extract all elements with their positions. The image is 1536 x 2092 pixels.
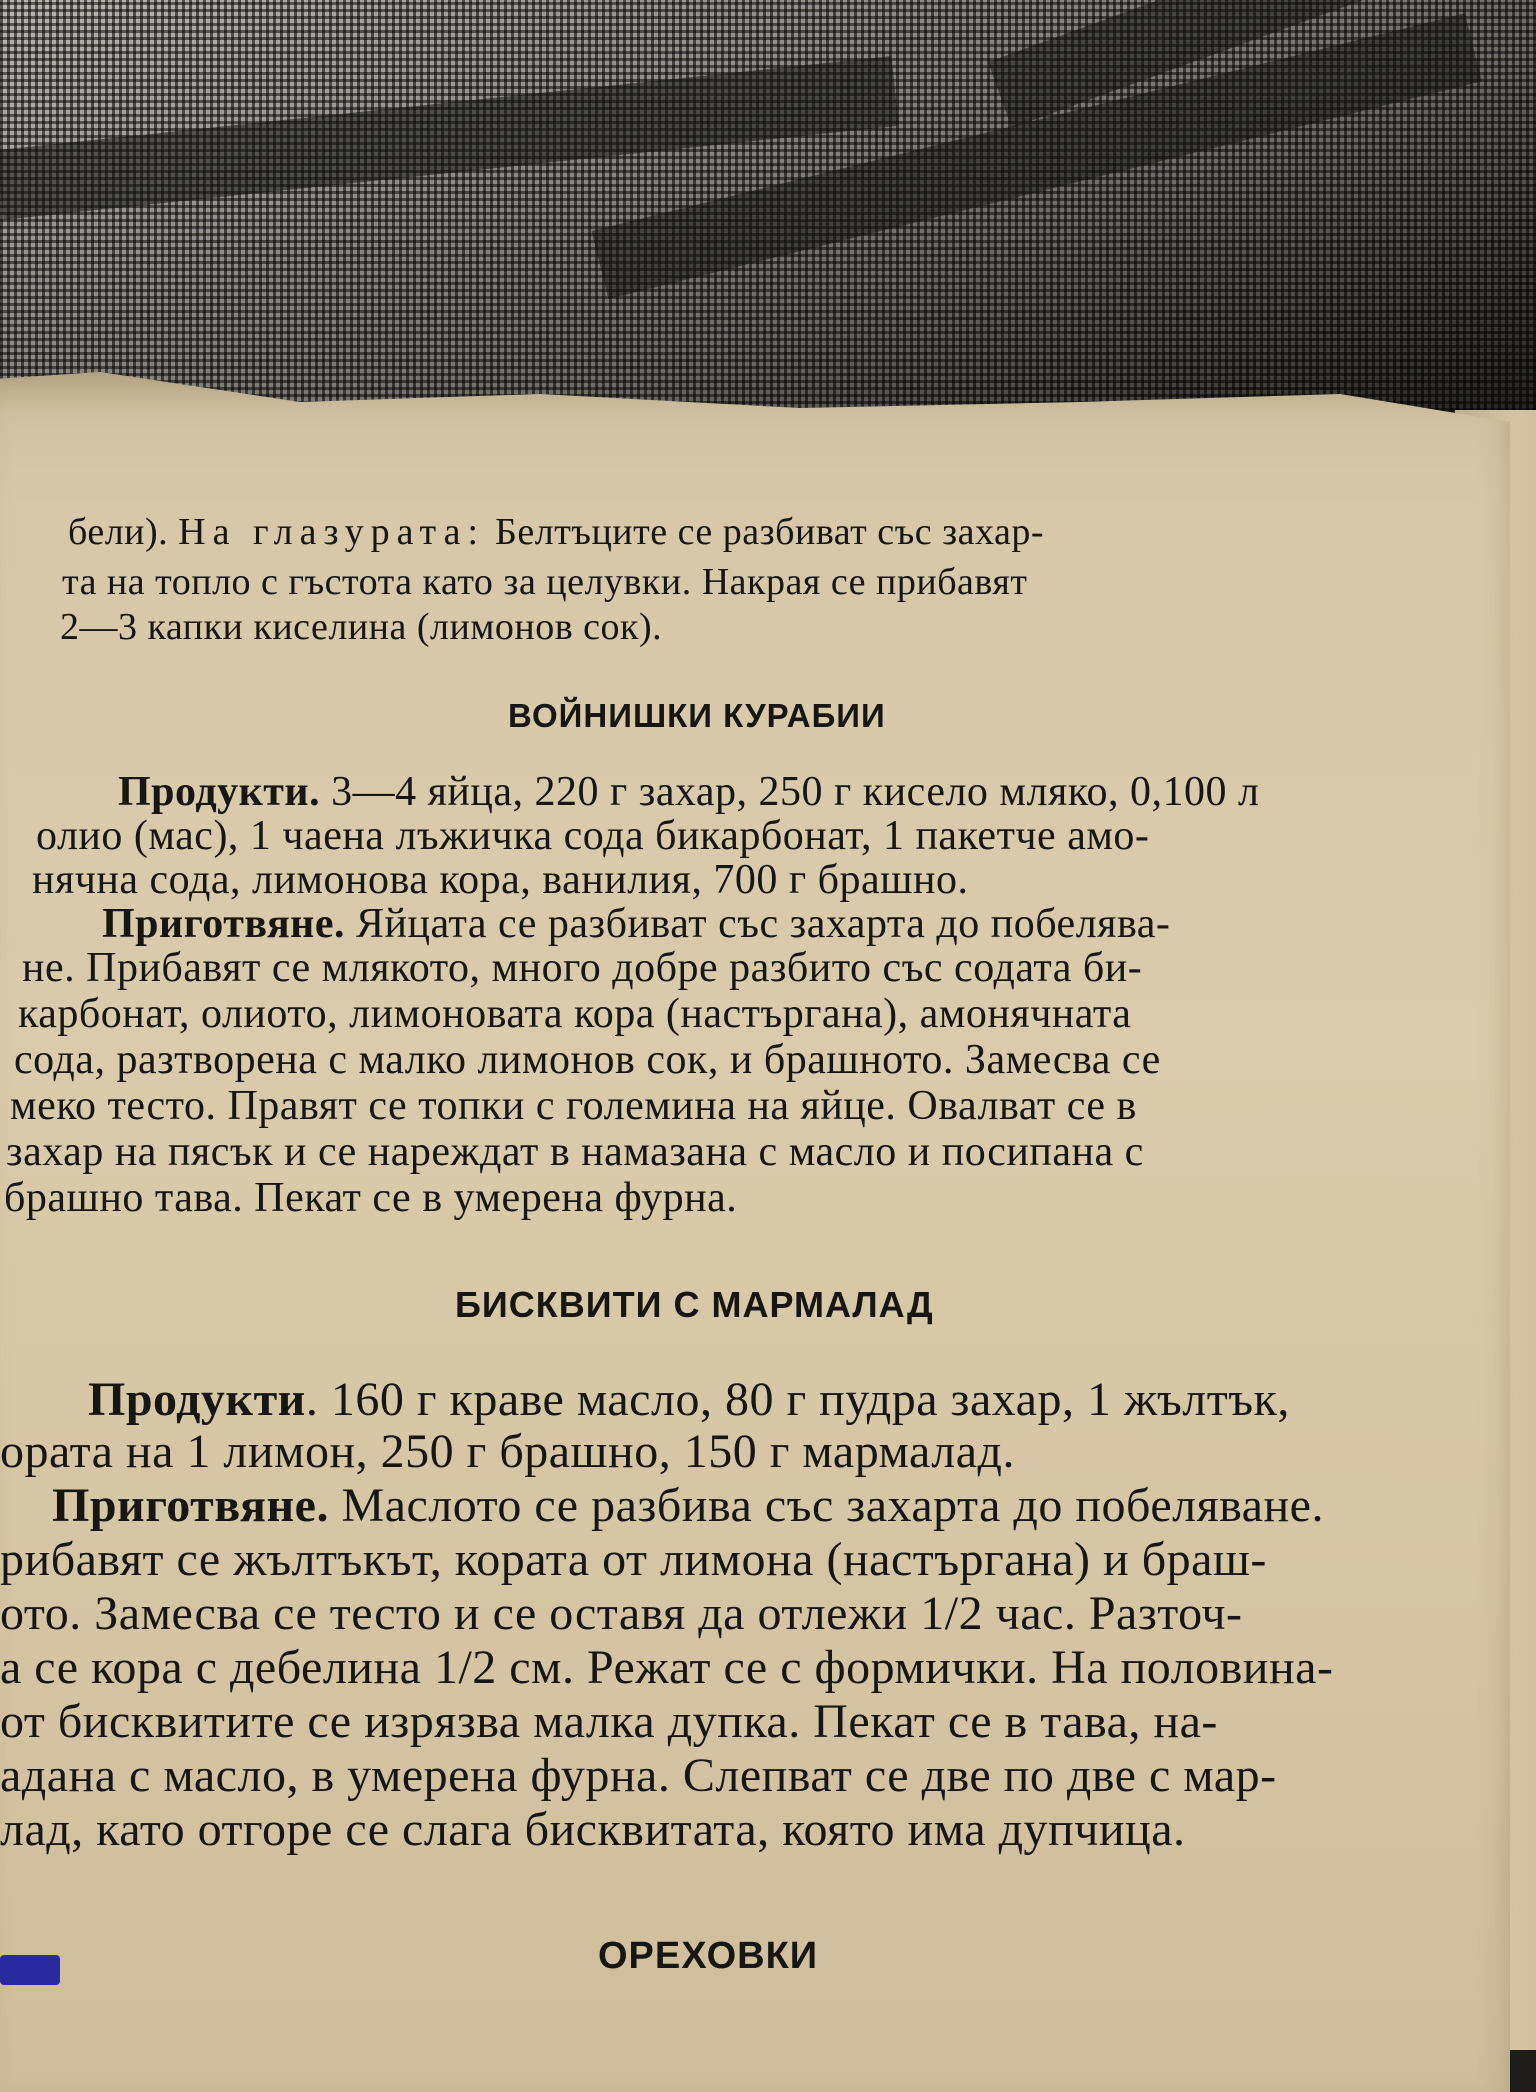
preparation-line: рибавят се жълтъкът, кората от лимона (настъргана) и браш- xyxy=(0,1533,1267,1586)
preparation-line: адана с масло, в умерена фурна. Слепват се две по две с мар- xyxy=(0,1749,1277,1802)
preparation-line: Приготвяне. Яйцата се разбиват със захарта до побелява- xyxy=(102,901,1171,947)
products-line: олио (мас), 1 чаена лъжичка сода бикарбонат, 1 пакетче амо- xyxy=(36,813,1150,859)
products-label: Продукти xyxy=(88,1373,306,1426)
preparation-label: Приготвяне. xyxy=(52,1479,329,1532)
preparation-line: захар на пясък и се нареждат в намазана с масло и посипана с xyxy=(6,1129,1144,1175)
preparation-line: Приготвяне. Маслото се разбива със захарта до побеляване. xyxy=(52,1479,1324,1532)
products-line: Продукти. 160 г краве масло, 80 г пудра захар, 1 жълтък, xyxy=(88,1373,1290,1426)
preparation-label: Приготвяне. xyxy=(102,901,346,947)
preparation-line: от бисквитите се изрязва малка дупка. Пекат се в тава, на- xyxy=(0,1695,1218,1748)
recipe-title: БИСКВИТИ С МАРМАЛАД xyxy=(455,1284,934,1325)
preparation-line: не. Прибавят се млякото, много добре разбито със содата би- xyxy=(22,945,1143,991)
products-line: нячна сода, лимонова кора, ванилия, 700 г брашно. xyxy=(32,857,969,903)
products-label: Продукти. xyxy=(118,769,321,815)
text-line: бели). На глазурата: Белтъците се разбиват със захар- xyxy=(68,511,1045,553)
preparation-line: а се кора с дебелина 1/2 см. Режат се с формички. На половина- xyxy=(0,1641,1334,1694)
products-line: Продукти. 3—4 яйца, 220 г захар, 250 г кисело мляко, 0,100 л xyxy=(118,769,1260,815)
preparation-line: лад, като отгоре се слага бисквитата, която има дупчица. xyxy=(0,1803,1186,1856)
preparation-line: сода, разтворена с малко лимонов сок, и брашното. Замесва се xyxy=(14,1037,1161,1083)
text-line: та на топло с гъстота като за целувки. Накрая се прибавят xyxy=(62,561,1028,603)
recipe-title-orehovki: ОРЕХОВКИ xyxy=(598,1935,819,1977)
preparation-line: карбонат, олиото, лимоновата кора (настъргана), амонячната xyxy=(18,991,1132,1037)
preparation-line: ото. Замесва се тесто и се оставя да отлежи 1/2 час. Разточ- xyxy=(0,1587,1243,1640)
preparation-line: меко тесто. Правят се топки с големина на яйце. Овалват се в xyxy=(10,1083,1137,1129)
recipe-title: ВОЙНИШКИ КУРАБИИ xyxy=(508,697,886,734)
text-line: 2—3 капки киселина (лимонов сок). xyxy=(60,606,663,648)
blue-bookmark-mark xyxy=(0,1955,60,1985)
products-line: ората на 1 лимон, 250 г брашно, 150 г мармалад. xyxy=(0,1425,1015,1478)
preparation-line: брашно тава. Пекат се в умерена фурна. xyxy=(4,1175,738,1221)
